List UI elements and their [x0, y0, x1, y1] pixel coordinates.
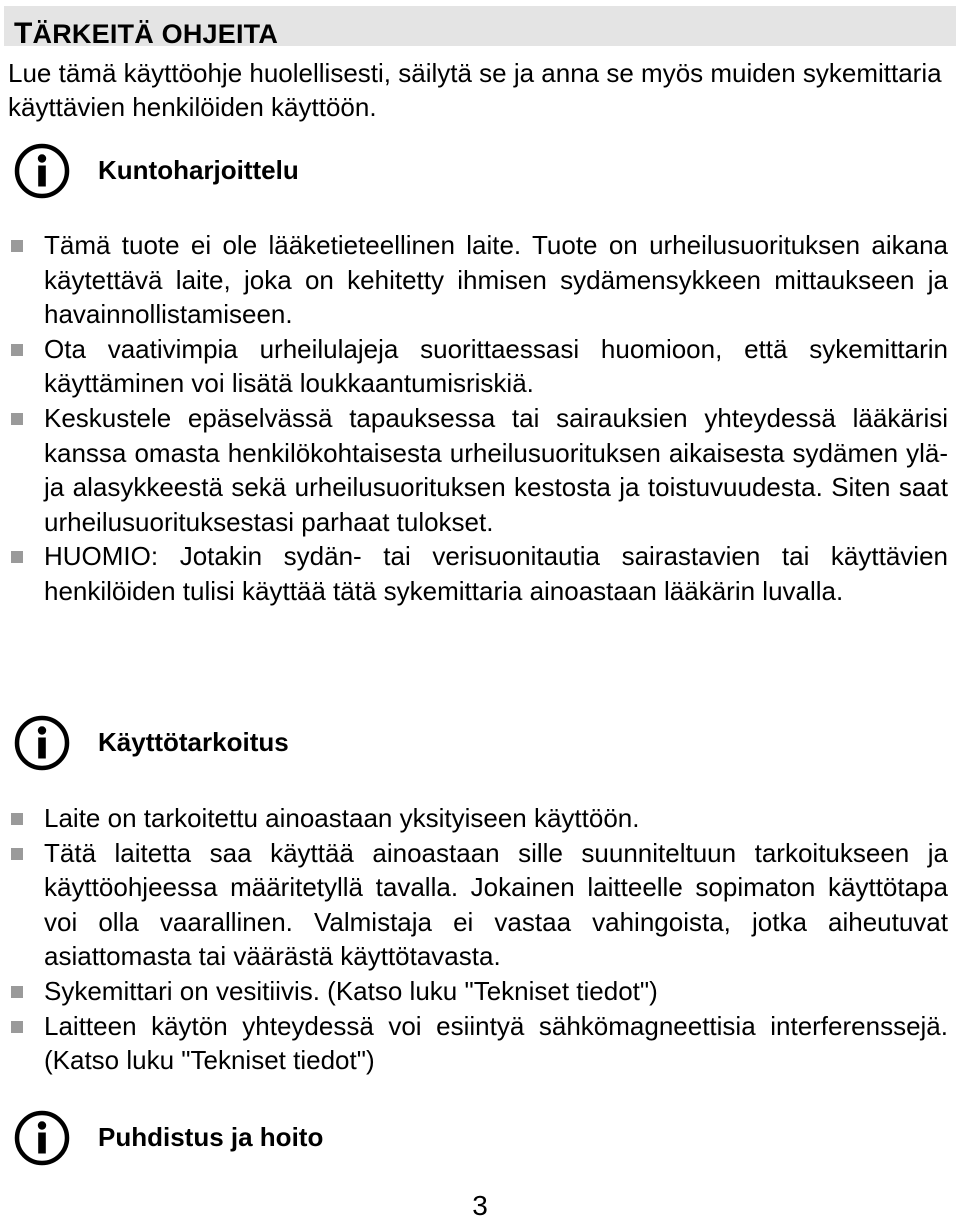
square-bullet-icon	[11, 986, 23, 998]
section-title: Kuntoharjoittelu	[98, 155, 299, 185]
list-item	[10, 332, 948, 401]
list-item-text: Laite on tarkoitettu ainoastaan yksityiseen käyttöön.	[44, 803, 640, 833]
bullet-list-kuntoharjoittelu	[10, 228, 948, 609]
info-circle-icon	[14, 1110, 70, 1166]
square-bullet-icon	[11, 551, 23, 563]
list-item-text: Tätä laitetta saa käyttää ainoastaan sille suunniteltuun tarkoitukseen ja käyttöohjeessa määritetyllä tavalla. Jokainen laitteelle sopimaton käyttötapa voi olla vaarallinen. Valmistaja ei vastaa vahingoista, jotka aiheutuvat asiattomasta tai väärästä käyttötavasta.	[44, 837, 948, 972]
list-item-text: Keskustele epäselvässä tapauksessa tai sairauksien yhteydessä lääkärisi kanssa omasta henkilökohtaisesta urheilusuorituksen aikaisesta sydämen ylä- ja alasykkeestä sekä urheilusuorituksen kestosta ja toistuvuudesta. Siten saat urheilusuorituksestasi parhaat tulokset.	[44, 402, 948, 537]
square-bullet-icon	[11, 240, 23, 252]
list-item	[10, 836, 948, 974]
bullet-list-kayttotarkoitus	[10, 801, 948, 1078]
section-title: Käyttötarkoitus	[98, 727, 289, 757]
list-item-text: Tämä tuote ei ole lääketieteellinen laite. Tuote on urheilusuorituksen aikana käytettävä laite, joka on kehitetty ihmisen sydämensykkeen mittaukseen ja havainnollistamiseen.	[44, 230, 948, 330]
list-item	[10, 1009, 948, 1078]
list-item-text: Sykemittari on vesitiivis. (Katso luku "Tekniset tiedot")	[44, 975, 658, 1006]
info-circle-icon	[14, 143, 70, 199]
section-title: Puhdistus ja hoito	[98, 1122, 324, 1152]
list-item	[10, 801, 948, 836]
list-item-text: Laitteen käytön yhteydessä voi esiintyä sähkömagneettisia interferenssejä. (Katso luku "Tekniset tiedot")	[44, 1010, 948, 1076]
list-item	[10, 401, 948, 539]
square-bullet-icon	[11, 1021, 23, 1033]
list-item-text: HUOMIO: Jotakin sydän- tai verisuonitautia sairastavien tai käyttävien henkilöiden tulisi käyttää tätä sykemittaria ainoastaan lääkärin luvalla.	[44, 541, 948, 606]
list-item-text: Ota vaativimpia urheilulajeja suorittaessasi huomioon, että sykemittarin käyttäminen voi lisätä loukkaantumisriskiä.	[44, 333, 948, 399]
page-title-rest: ÄRKEITÄ OHJEITA	[32, 19, 279, 49]
list-item	[10, 974, 948, 1009]
list-item	[10, 539, 948, 608]
header-bar	[4, 6, 956, 50]
square-bullet-icon	[11, 813, 23, 825]
list-item	[10, 228, 948, 332]
page-title-initial: T	[14, 17, 33, 50]
page-number: 3	[472, 1190, 488, 1221]
square-bullet-icon	[11, 344, 23, 356]
square-bullet-icon	[11, 413, 23, 425]
intro-paragraph: Lue tämä käyttöohje huolellisesti, säilytä se ja anna se myös muiden sykemittaria käyttävien henkilöiden käyttöön.	[8, 58, 942, 122]
page-title	[14, 17, 278, 51]
square-bullet-icon	[11, 848, 23, 860]
info-circle-icon	[14, 715, 70, 771]
